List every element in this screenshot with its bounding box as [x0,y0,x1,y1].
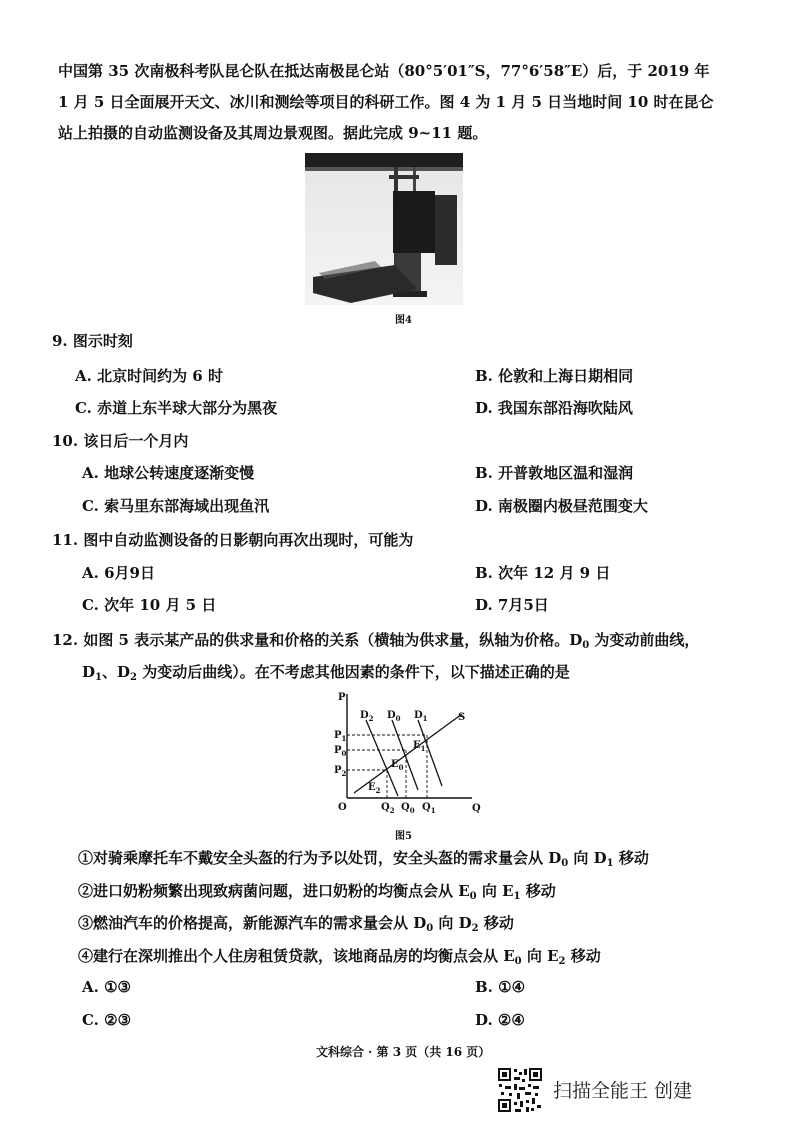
q11-option-b[interactable]: B. 次年 12 月 9 日 [475,564,611,582]
origin-label: O [338,802,347,813]
q11-option-c[interactable]: C. 次年 10 月 5 日 [82,596,217,614]
q12-statement-2: ②进口奶粉频繁出现致病菌问题，进口奶粉的均衡点会从 $E_0$ 向 $E_1$ 移动 [78,882,556,902]
q11-option-a[interactable]: A. 6月9日 [82,564,155,582]
q12-stem-line-2: $D_1$、$D_2$ 为变动后曲线）。在不考虑其他因素的条件下，以下描述正确的是 [82,663,570,683]
q11-stem: 11. 图中自动监测设备的日影朝向再次出现时，可能为 [52,531,414,549]
page-footer: 文科综合 · 第 3 页（共 16 页） [316,1045,491,1059]
label-s: S [458,712,466,723]
label-p2: $P_2$ [334,765,347,778]
figure-5-diagram [332,690,482,816]
q10-stem: 10. 该日后一个月内 [52,432,189,450]
axis-label-p: P [338,692,346,703]
intro-line-3: 站上拍摄的自动监测设备及其周边景观图。据此完成 9~11 题。 [58,124,488,142]
qr-code-icon [497,1067,543,1113]
label-d2: $D_2$ [360,710,374,723]
q9-option-d[interactable]: D. 我国东部沿海吹陆风 [475,399,633,417]
q10-option-a[interactable]: A. 地球公转速度逐渐变慢 [82,464,255,482]
q12-stem-line-1: 12. 如图 5 表示某产品的供求量和价格的关系（横轴为供求量，纵轴为价格。$D_0$ 为变动前曲线， [52,631,700,651]
label-d0: $D_0$ [387,710,401,723]
demand-curve-d0 [392,720,418,790]
q12-statement-3: ③燃油汽车的价格提高，新能源汽车的需求量会从 $D_0$ 向 $D_2$ 移动 [78,914,514,934]
figure-4-caption: 图4 [395,315,412,326]
label-q1: $Q_1$ [422,802,436,815]
label-p0: $P_0$ [334,745,347,758]
label-e1: $E_1$ [413,740,426,753]
intro-line-2: 1 月 5 日全面展开天文、冰川和测绘等项目的科研工作。图 4 为 1 月 5 日当地时间 10 时在昆仑 [58,93,714,111]
label-e2: $E_2$ [368,782,381,795]
label-q0: $Q_0$ [401,802,415,815]
label-d1: $D_1$ [414,710,428,723]
q10-option-c[interactable]: C. 索马里东部海域出现鱼汛 [82,497,270,515]
label-e0: $E_0$ [391,759,404,772]
intro-line-1: 中国第 35 次南极科考队昆仑队在抵达南极昆仑站（80°5′01″S，77°6′58″E）后，于 2019 年 [58,62,710,80]
q12-option-c[interactable]: C. ②③ [82,1011,132,1029]
q9-option-a[interactable]: A. 北京时间约为 6 时 [75,367,223,385]
q12-statement-1: ①对骑乘摩托车不戴安全头盔的行为予以处罚，安全头盔的需求量会从 $D_0$ 向 $D_1$ 移动 [78,849,649,869]
figure-5-caption: 图5 [395,831,412,842]
figure-4-photo [305,153,463,305]
q9-option-b[interactable]: B. 伦敦和上海日期相同 [475,367,634,385]
q12-option-b[interactable]: B. ①④ [475,978,526,996]
q9-stem: 9. 图示时刻 [52,332,133,350]
demand-curve-d1 [418,720,442,786]
q10-option-d[interactable]: D. 南极圈内极昼范围变大 [475,497,648,515]
q12-statement-4: ④建行在深圳推出个人住房租赁贷款，该地商品房的均衡点会从 $E_0$ 向 $E_2$ 移动 [78,947,601,967]
q10-option-b[interactable]: B. 开普敦地区温和湿润 [475,464,634,482]
scanner-label: 扫描全能王 创建 [553,1080,693,1102]
q9-option-c[interactable]: C. 赤道上东半球大部分为黑夜 [75,399,278,417]
q11-option-d[interactable]: D. 7月5日 [475,596,549,614]
axis-label-q: Q [472,803,481,814]
q12-option-d[interactable]: D. ②④ [475,1011,525,1029]
label-p1: $P_1$ [334,730,347,743]
label-q2: $Q_2$ [381,802,395,815]
q12-option-a[interactable]: A. ①③ [82,978,131,996]
